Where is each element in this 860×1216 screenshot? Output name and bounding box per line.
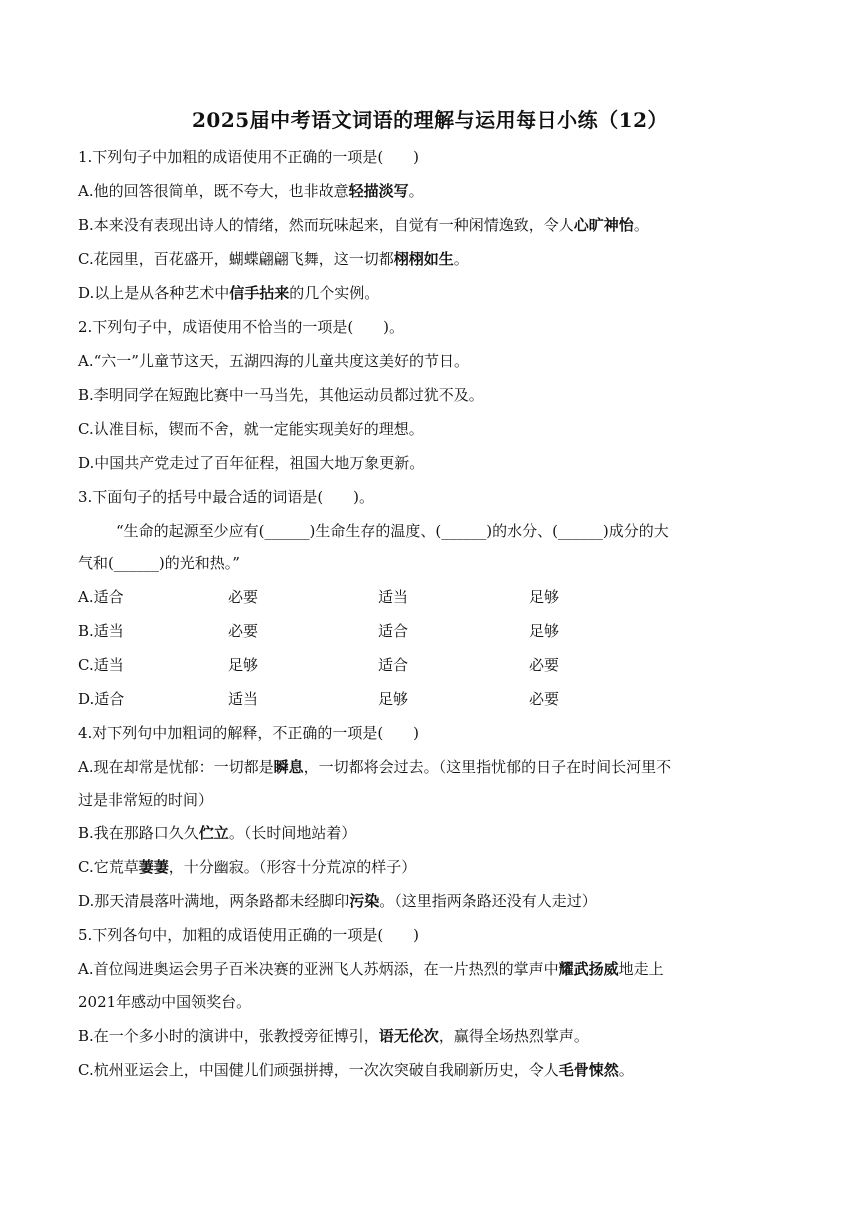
q3-row-c-word4: 必要 bbox=[529, 656, 560, 674]
q4-option-d: D.那天清晨落叶满地，两条路都未经脚印污染。（这里指两条路还没有人走过） bbox=[78, 892, 597, 910]
q1-option-b: B.本来没有表现出诗人的情绪，然而玩味起来，自觉有一种闲情逸致，令人心旷神怡。 bbox=[78, 216, 649, 234]
q1-option-d: D.以上是从各种艺术中信手拈来的几个实例。 bbox=[78, 284, 380, 302]
q3-row-b-label: B.适当 bbox=[78, 622, 124, 640]
q4-option-c: C.它荒草萋萋，十分幽寂。（形容十分荒凉的样子） bbox=[78, 858, 417, 876]
q2-option-d: D.中国共产党走过了百年征程，祖国大地万象更新。 bbox=[78, 454, 425, 472]
q1-stem: 1.下列句子中加粗的成语使用不正确的一项是( ) bbox=[78, 148, 420, 166]
q2-option-a: A.“六一”儿童节这天，五湖四海的儿童共度这美好的节日。 bbox=[78, 352, 469, 370]
q3-quote-line1: “生命的起源至少应有(______)生命生存的温度、(______)的水分、(______)成分的大 bbox=[116, 522, 669, 540]
q3-row-d-word2: 适当 bbox=[228, 690, 259, 708]
q4-stem: 4.对下列句中加粗词的解释，不正确的一项是( ) bbox=[78, 724, 420, 742]
page-title: 2025届中考语文词语的理解与运用每日小练（12） bbox=[192, 108, 668, 132]
q4-option-b: B.我在那路口久久伫立。（长时间地站着） bbox=[78, 824, 357, 842]
q1-option-c: C.花园里，百花盛开，蝴蝶翩翩飞舞，这一切都栩栩如生。 bbox=[78, 250, 469, 268]
q5-option-a-cont: 2021年感动中国领奖台。 bbox=[78, 993, 252, 1011]
q5-option-a: A.首位闯进奥运会男子百米决赛的亚洲飞人苏炳添，在一片热烈的掌声中耀武扬威地走上 bbox=[78, 960, 664, 978]
q3-row-b-word4: 足够 bbox=[529, 622, 560, 640]
q1-option-a: A.他的回答很简单，既不夸大，也非故意轻描淡写。 bbox=[78, 182, 424, 200]
q5-option-b: B.在一个多小时的演讲中，张教授旁征博引，语无伦次，赢得全场热烈掌声。 bbox=[78, 1027, 589, 1045]
q3-row-c-word3: 适合 bbox=[378, 656, 409, 674]
q5-option-c: C.杭州亚运会上，中国健儿们顽强拼搏，一次次突破自我刷新历史，令人毛骨悚然。 bbox=[78, 1061, 634, 1079]
q3-stem: 3.下面句子的括号中最合适的词语是( )。 bbox=[78, 488, 375, 506]
q3-row-d-label: D.适合 bbox=[78, 690, 125, 708]
q2-option-b: B.李明同学在短跑比赛中一马当先，其他运动员都过犹不及。 bbox=[78, 386, 484, 404]
q3-quote-line2: 气和(______)的光和热。” bbox=[78, 554, 240, 572]
q3-row-d-word4: 必要 bbox=[529, 690, 560, 708]
q3-row-a-word2: 必要 bbox=[228, 588, 259, 606]
q3-row-c-word2: 足够 bbox=[228, 656, 259, 674]
q3-row-a-word4: 足够 bbox=[529, 588, 560, 606]
q5-stem: 5.下列各句中，加粗的成语使用正确的一项是( ) bbox=[78, 926, 420, 944]
q2-stem: 2.下列句子中，成语使用不恰当的一项是( )。 bbox=[78, 318, 405, 336]
q3-row-d-word3: 足够 bbox=[378, 690, 409, 708]
q2-option-c: C.认准目标，锲而不舍，就一定能实现美好的理想。 bbox=[78, 420, 424, 438]
q3-row-b-word2: 必要 bbox=[228, 622, 259, 640]
q3-row-b-word3: 适合 bbox=[378, 622, 409, 640]
q4-option-a-cont: 过是非常短的时间） bbox=[78, 791, 214, 809]
q4-option-a: A.现在却常是忧郁：一切都是瞬息，一切都将会过去。（这里指忧郁的日子在时间长河里不 bbox=[78, 758, 672, 776]
q3-row-a-word3: 适当 bbox=[378, 588, 409, 606]
q3-row-a-label: A.适合 bbox=[78, 588, 124, 606]
q3-row-c-label: C.适当 bbox=[78, 656, 124, 674]
